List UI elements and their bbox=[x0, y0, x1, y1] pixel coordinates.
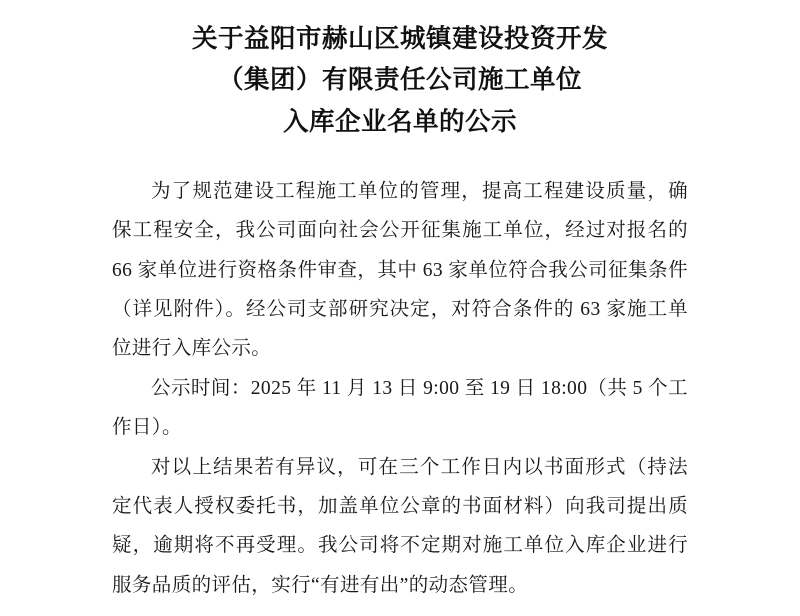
page-title-line-1: 关于益阳市赫山区城镇建设投资开发 bbox=[191, 24, 608, 53]
paragraph-1: 为了规范建设工程施工单位的管理，提高工程建设质量，确保工程安全，我公司面向社会公开征集施工单位，经过对报名的 66 家单位进行资格条件审查，其中 63 家单位符合我公司征集条件（详见附件）。经公司支部研究决定，对符合条件的 63 家施工单位进行入库公示。 bbox=[112, 180, 688, 360]
document-body bbox=[112, 172, 688, 605]
paragraph-2: 公示时间：2025 年 11 月 13 日 9:00 至 19 日 18:00（共 5 个工作日）。 bbox=[112, 377, 688, 439]
page-title bbox=[112, 18, 688, 142]
paragraph-3: 对以上结果若有异议，可在三个工作日内以书面形式（持法定代表人授权委托书，加盖单位公章的书面材料）向我司提出质疑，逾期将不再受理。我公司将不定期对施工单位入库企业进行服务品质的评估，实行“有进有出”的动态管理。 bbox=[112, 456, 688, 596]
page-title-line-3: 入库企业名单的公示 bbox=[282, 106, 517, 136]
page-title-line-2: （集团）有限责任公司施工单位 bbox=[217, 65, 582, 95]
